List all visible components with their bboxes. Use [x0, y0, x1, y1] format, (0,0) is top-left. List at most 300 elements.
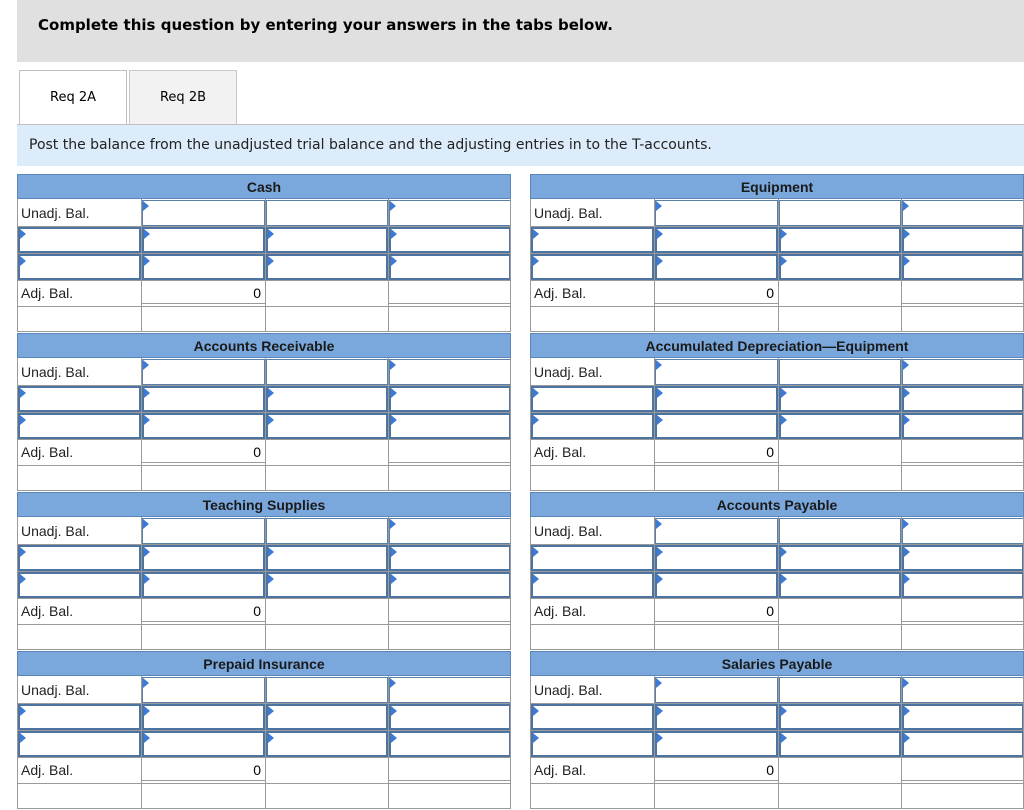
grid-line [901, 358, 902, 491]
grid-line [901, 199, 902, 332]
debit-amount-input[interactable] [779, 413, 901, 439]
credit-amount-input[interactable] [902, 545, 1024, 571]
debit-input[interactable] [142, 704, 265, 730]
credit-amount-input[interactable] [902, 200, 1024, 226]
grid-line [17, 676, 18, 809]
input-marker-icon [533, 733, 539, 743]
debit-amount-input[interactable] [779, 677, 901, 703]
grid-line [530, 385, 1024, 386]
debit-input[interactable] [142, 677, 265, 703]
adj-bal-value: 0 [253, 444, 261, 460]
tab-label: Req 2B [159, 90, 207, 105]
instruction-bar [17, 125, 1024, 166]
input-marker-icon [391, 229, 397, 239]
debit-amount-input[interactable] [779, 254, 901, 280]
adj-bal-value: 0 [766, 285, 774, 301]
credit-amount-input[interactable] [902, 227, 1024, 253]
unadj-bal-label: Unadj. Bal. [21, 363, 90, 380]
account-title: Equipment [530, 174, 1024, 199]
input-marker-icon [656, 519, 662, 529]
debit-amount-input[interactable] [266, 731, 388, 757]
credit-amount-input[interactable] [902, 572, 1024, 598]
grid-line [17, 490, 511, 491]
debit-input[interactable] [142, 200, 265, 226]
grid-line [530, 624, 1024, 625]
debit-amount-input[interactable] [266, 518, 388, 544]
grid-line [17, 280, 511, 281]
input-marker-icon [144, 547, 150, 557]
input-marker-icon [390, 360, 396, 370]
grid-line [530, 703, 1024, 704]
credit-amount-input[interactable] [389, 413, 511, 439]
grid-line [530, 517, 531, 650]
grid-line [530, 676, 531, 809]
input-marker-icon [781, 733, 787, 743]
input-marker-icon [20, 706, 26, 716]
total-rule [654, 780, 778, 781]
input-marker-icon [20, 229, 26, 239]
input-marker-icon [657, 256, 663, 266]
entry-label-input[interactable] [531, 545, 654, 571]
grid-line [530, 490, 1024, 491]
grid-line [530, 808, 1024, 809]
unadj-bal-label: Unadj. Bal. [21, 681, 90, 698]
input-marker-icon [391, 415, 397, 425]
grid-line [530, 598, 1024, 599]
adj-bal-value: 0 [766, 603, 774, 619]
total-rule [901, 303, 1024, 304]
grid-line [778, 358, 779, 491]
debit-amount-input[interactable] [266, 359, 388, 385]
adj-bal-value: 0 [253, 285, 261, 301]
credit-amount-input[interactable] [902, 413, 1024, 439]
grid-line [265, 517, 266, 650]
input-marker-icon [143, 360, 149, 370]
grid-line [141, 517, 142, 650]
grid-line [17, 465, 511, 466]
grid-line [265, 358, 266, 491]
input-marker-icon [657, 733, 663, 743]
input-marker-icon [657, 229, 663, 239]
input-marker-icon [781, 706, 787, 716]
total-rule [388, 780, 511, 781]
credit-amount-input[interactable] [389, 518, 511, 544]
total-rule [901, 462, 1024, 463]
debit-amount-input[interactable] [779, 518, 901, 544]
input-marker-icon [533, 415, 539, 425]
input-marker-icon [268, 547, 274, 557]
unadj-bal-label: Unadj. Bal. [21, 522, 90, 539]
adj-bal-label: Adj. Bal. [21, 444, 74, 460]
grid-line [388, 358, 389, 491]
entry-label-input[interactable] [531, 731, 654, 757]
grid-line [17, 385, 511, 386]
input-marker-icon [144, 733, 150, 743]
input-marker-icon [20, 415, 26, 425]
grid-line [778, 199, 779, 332]
entry-label-input[interactable] [18, 413, 141, 439]
grid-line [530, 199, 531, 332]
input-marker-icon [268, 706, 274, 716]
grid-line [530, 544, 1024, 545]
grid-line [654, 517, 655, 650]
grid-line [141, 676, 142, 809]
grid-line [17, 226, 511, 227]
input-marker-icon [268, 733, 274, 743]
unadj-bal-label: Unadj. Bal. [534, 522, 603, 539]
grid-line [17, 730, 511, 731]
debit-amount-input[interactable] [266, 704, 388, 730]
input-marker-icon [904, 706, 910, 716]
entry-label-input[interactable] [531, 254, 654, 280]
debit-amount-input[interactable] [266, 545, 388, 571]
debit-amount-input[interactable] [779, 386, 901, 412]
entry-label-input[interactable] [531, 386, 654, 412]
total-rule [141, 303, 265, 304]
entry-label-input[interactable] [18, 227, 141, 253]
account-title: Cash [17, 174, 511, 199]
adj-bal-value: 0 [766, 444, 774, 460]
input-marker-icon [391, 574, 397, 584]
debit-input[interactable] [655, 227, 778, 253]
grid-line [510, 676, 511, 809]
grid-line [17, 703, 511, 704]
unadj-bal-label: Unadj. Bal. [534, 204, 603, 221]
debit-input[interactable] [142, 227, 265, 253]
input-marker-icon [20, 388, 26, 398]
grid-line [530, 253, 1024, 254]
t-account [530, 174, 1024, 332]
total-rule [901, 780, 1024, 781]
account-title: Accounts Payable [530, 492, 1024, 517]
debit-input[interactable] [655, 731, 778, 757]
input-marker-icon [533, 229, 539, 239]
grid-line [530, 571, 1024, 572]
grid-line [17, 571, 511, 572]
input-marker-icon [903, 678, 909, 688]
grid-line [510, 358, 511, 491]
credit-amount-input[interactable] [902, 518, 1024, 544]
input-marker-icon [657, 547, 663, 557]
input-marker-icon [390, 519, 396, 529]
debit-input[interactable] [142, 731, 265, 757]
adj-bal-label: Adj. Bal. [534, 603, 587, 619]
t-account [530, 333, 1024, 491]
input-marker-icon [390, 678, 396, 688]
grid-line [17, 199, 18, 332]
input-marker-icon [533, 706, 539, 716]
debit-input[interactable] [655, 545, 778, 571]
input-marker-icon [904, 415, 910, 425]
t-account [530, 651, 1024, 809]
input-marker-icon [144, 229, 150, 239]
input-marker-icon [268, 388, 274, 398]
debit-amount-input[interactable] [779, 704, 901, 730]
debit-input[interactable] [142, 572, 265, 598]
grid-line [530, 465, 1024, 466]
total-rule [141, 780, 265, 781]
debit-amount-input[interactable] [266, 386, 388, 412]
grid-line [17, 544, 511, 545]
input-marker-icon [781, 415, 787, 425]
entry-label-input[interactable] [18, 386, 141, 412]
input-marker-icon [20, 256, 26, 266]
input-marker-icon [903, 360, 909, 370]
tab-label: Req 2A [50, 90, 96, 105]
t-account [17, 333, 511, 491]
grid-line [17, 517, 18, 650]
input-marker-icon [268, 256, 274, 266]
input-marker-icon [657, 388, 663, 398]
grid-line [901, 517, 902, 650]
adj-bal-label: Adj. Bal. [534, 762, 587, 778]
entry-label-input[interactable] [18, 704, 141, 730]
input-marker-icon [656, 360, 662, 370]
t-account [17, 174, 511, 332]
credit-amount-input[interactable] [389, 545, 511, 571]
credit-amount-input[interactable] [389, 572, 511, 598]
total-rule [901, 621, 1024, 622]
input-marker-icon [144, 388, 150, 398]
input-marker-icon [904, 256, 910, 266]
grid-line [17, 808, 511, 809]
total-rule [388, 462, 511, 463]
adj-bal-label: Adj. Bal. [21, 762, 74, 778]
debit-amount-input[interactable] [266, 254, 388, 280]
total-rule [141, 621, 265, 622]
debit-amount-input[interactable] [779, 359, 901, 385]
debit-amount-input[interactable] [266, 413, 388, 439]
debit-input[interactable] [655, 359, 778, 385]
grid-line [778, 676, 779, 809]
credit-amount-input[interactable] [902, 386, 1024, 412]
grid-line [778, 517, 779, 650]
input-marker-icon [20, 574, 26, 584]
debit-input[interactable] [655, 200, 778, 226]
total-rule [141, 462, 265, 463]
input-marker-icon [533, 256, 539, 266]
input-marker-icon [391, 256, 397, 266]
debit-amount-input[interactable] [779, 731, 901, 757]
grid-line [530, 757, 1024, 758]
debit-amount-input[interactable] [779, 545, 901, 571]
grid-line [654, 358, 655, 491]
debit-amount-input[interactable] [266, 677, 388, 703]
grid-line [530, 439, 1024, 440]
account-title: Prepaid Insurance [17, 651, 511, 676]
grid-line [265, 199, 266, 332]
input-marker-icon [903, 519, 909, 529]
debit-amount-input[interactable] [779, 572, 901, 598]
credit-amount-input[interactable] [389, 359, 511, 385]
adj-bal-value: 0 [766, 762, 774, 778]
debit-input[interactable] [142, 413, 265, 439]
input-marker-icon [904, 388, 910, 398]
grid-line [530, 331, 1024, 332]
grid-line [17, 624, 511, 625]
unadj-bal-label: Unadj. Bal. [21, 204, 90, 221]
input-marker-icon [268, 229, 274, 239]
input-marker-icon [904, 574, 910, 584]
credit-amount-input[interactable] [389, 677, 511, 703]
grid-line [510, 517, 511, 650]
debit-input[interactable] [655, 518, 778, 544]
total-rule [388, 303, 511, 304]
grid-line [388, 517, 389, 650]
unadj-bal-label: Unadj. Bal. [534, 363, 603, 380]
account-title: Accumulated Depreciation—Equipment [530, 333, 1024, 358]
input-marker-icon [656, 201, 662, 211]
account-title: Salaries Payable [530, 651, 1024, 676]
input-marker-icon [391, 706, 397, 716]
input-marker-icon [144, 415, 150, 425]
entry-label-input[interactable] [531, 413, 654, 439]
credit-amount-input[interactable] [902, 359, 1024, 385]
total-rule [654, 303, 778, 304]
credit-amount-input[interactable] [902, 731, 1024, 757]
account-title: Accounts Receivable [17, 333, 511, 358]
adj-bal-label: Adj. Bal. [21, 285, 74, 301]
grid-line [17, 783, 511, 784]
credit-amount-input[interactable] [389, 704, 511, 730]
grid-line [510, 199, 511, 332]
entry-label-input[interactable] [18, 254, 141, 280]
entry-label-input[interactable] [531, 704, 654, 730]
input-marker-icon [903, 201, 909, 211]
credit-amount-input[interactable] [389, 731, 511, 757]
total-rule [388, 621, 511, 622]
unadj-bal-label: Unadj. Bal. [534, 681, 603, 698]
total-rule [654, 462, 778, 463]
input-marker-icon [533, 547, 539, 557]
input-marker-icon [533, 574, 539, 584]
grid-line [530, 306, 1024, 307]
debit-input[interactable] [142, 518, 265, 544]
grid-line [654, 199, 655, 332]
adj-bal-label: Adj. Bal. [534, 444, 587, 460]
grid-line [265, 676, 266, 809]
credit-amount-input[interactable] [389, 254, 511, 280]
debit-input[interactable] [655, 572, 778, 598]
debit-input[interactable] [655, 704, 778, 730]
credit-amount-input[interactable] [389, 200, 511, 226]
debit-amount-input[interactable] [266, 227, 388, 253]
input-marker-icon [20, 733, 26, 743]
input-marker-icon [391, 547, 397, 557]
debit-amount-input[interactable] [266, 572, 388, 598]
t-account [17, 651, 511, 809]
credit-amount-input[interactable] [902, 704, 1024, 730]
input-marker-icon [391, 388, 397, 398]
input-marker-icon [781, 547, 787, 557]
credit-amount-input[interactable] [902, 677, 1024, 703]
grid-line [17, 412, 511, 413]
grid-line [530, 226, 1024, 227]
input-marker-icon [268, 574, 274, 584]
tab-req-2b[interactable] [129, 70, 237, 124]
input-marker-icon [143, 519, 149, 529]
input-marker-icon [781, 388, 787, 398]
adj-bal-label: Adj. Bal. [534, 285, 587, 301]
input-marker-icon [781, 229, 787, 239]
debit-input[interactable] [142, 359, 265, 385]
grid-line [530, 649, 1024, 650]
input-marker-icon [904, 229, 910, 239]
input-marker-icon [781, 256, 787, 266]
grid-line [388, 199, 389, 332]
credit-amount-input[interactable] [389, 386, 511, 412]
debit-input[interactable] [142, 254, 265, 280]
input-marker-icon [904, 547, 910, 557]
entry-label-input[interactable] [18, 572, 141, 598]
input-marker-icon [904, 733, 910, 743]
grid-line [17, 358, 18, 491]
input-marker-icon [781, 574, 787, 584]
grid-line [17, 757, 511, 758]
debit-amount-input[interactable] [779, 227, 901, 253]
input-marker-icon [657, 415, 663, 425]
credit-amount-input[interactable] [389, 227, 511, 253]
entry-label-input[interactable] [18, 545, 141, 571]
input-marker-icon [144, 256, 150, 266]
total-rule [654, 621, 778, 622]
input-marker-icon [143, 201, 149, 211]
input-marker-icon [533, 388, 539, 398]
debit-amount-input[interactable] [779, 200, 901, 226]
grid-line [388, 676, 389, 809]
input-marker-icon [390, 201, 396, 211]
banner-text: Complete this question by entering your answers in the tabs below. [38, 16, 613, 34]
debit-input[interactable] [142, 386, 265, 412]
entry-label-input[interactable] [18, 731, 141, 757]
input-marker-icon [391, 733, 397, 743]
debit-amount-input[interactable] [266, 200, 388, 226]
debit-input[interactable] [655, 677, 778, 703]
grid-line [530, 412, 1024, 413]
grid-line [530, 358, 531, 491]
input-marker-icon [144, 706, 150, 716]
grid-line [530, 783, 1024, 784]
input-marker-icon [268, 415, 274, 425]
grid-line [141, 199, 142, 332]
adj-bal-label: Adj. Bal. [21, 603, 74, 619]
debit-input[interactable] [142, 545, 265, 571]
tab-req-2a[interactable] [19, 70, 127, 124]
adj-bal-value: 0 [253, 762, 261, 778]
t-account [17, 492, 511, 650]
grid-line [17, 331, 511, 332]
entry-label-input[interactable] [531, 572, 654, 598]
input-marker-icon [657, 706, 663, 716]
debit-input[interactable] [655, 386, 778, 412]
credit-amount-input[interactable] [902, 254, 1024, 280]
grid-line [17, 439, 511, 440]
input-marker-icon [144, 574, 150, 584]
instruction-text: Post the balance from the unadjusted trial balance and the adjusting entries in to the T-accounts. [29, 137, 712, 153]
grid-line [901, 676, 902, 809]
grid-line [17, 598, 511, 599]
adj-bal-value: 0 [253, 603, 261, 619]
debit-input[interactable] [655, 413, 778, 439]
input-marker-icon [657, 574, 663, 584]
instruction-banner [17, 0, 1024, 62]
account-title: Teaching Supplies [17, 492, 511, 517]
debit-input[interactable] [655, 254, 778, 280]
grid-line [17, 649, 511, 650]
input-marker-icon [143, 678, 149, 688]
grid-line [17, 306, 511, 307]
entry-label-input[interactable] [531, 227, 654, 253]
